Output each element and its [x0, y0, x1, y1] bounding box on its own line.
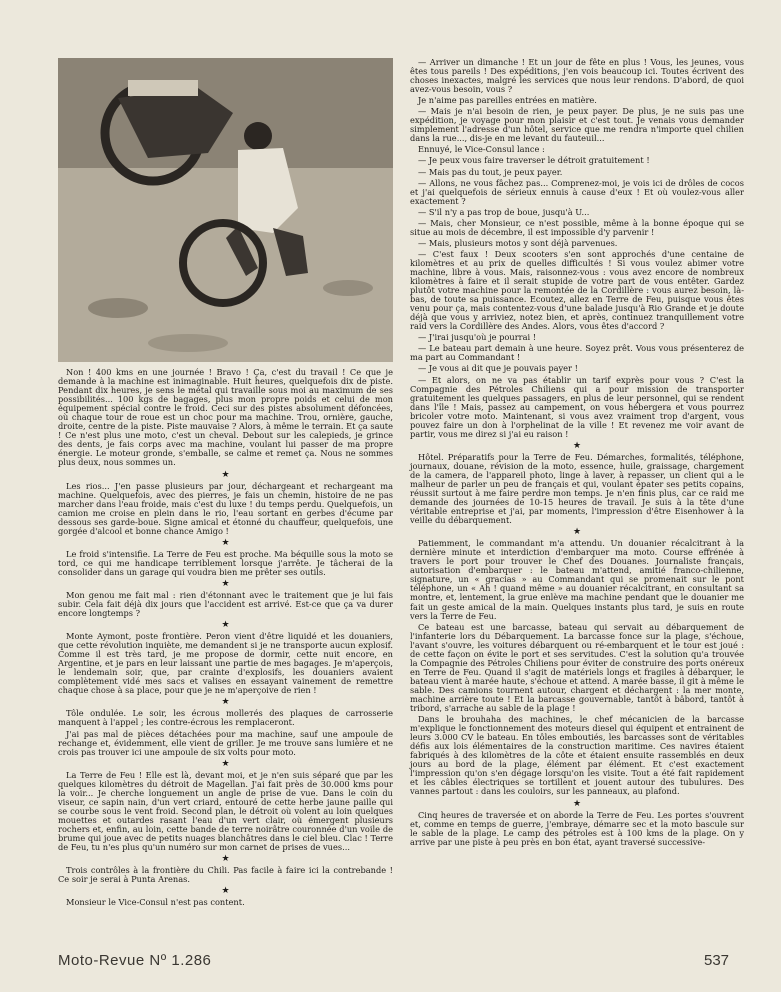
paragraph: — C'est faux ! Deux scooters s'en sont approchés d'une centaine de kilomètres et au prix de quelles difficultés ! Si vous voulez abimer votre machine, libre à vous. Mais, raisonnez-vous : vous avez encore de nombreux kilomètres à faire et il serait stupide de votre part de vous entêter. Gardez plutôt votre machine pour la remontée de la Cordillère : vous aurez besoin, là-bas, de toute sa puissance. Ecoutez, allez en Terre de Feu, puisque vous êtes venu pour ça, mais contentez-vous d'une balade jusqu'à Rio Grande et je doute déjà que vous y arriviez, notez bien, et après, continuez tranquillement votre raid vers la Cordillère des Andes. Alors, vous êtes d'accord ?	[410, 248, 744, 332]
paragraph: — Mais, plusieurs motos y sont déjà parvenues.	[418, 237, 618, 248]
paragraph: — Et alors, on ne va pas établir un tarif exprès pour vous ? C'est la Compagnie des Pétroles Chiliens qui a pour mission de transporter gratuitement les quelques passagers, en plus de leur personnel, qui se rendent dans l'île ! Mais, passez au campement, on vous hébergera et vous pourrez bricoler votre moto. Maintenant, si vous avez vraiment trop d'argent, vous pouvez faire un don à l'orphelinat de la ville ! Et revenez me voir avant de partir, vous me direz si j'ai eu raison !	[410, 374, 744, 439]
paragraph: Trois contrôles à la frontière du Chili. Pas facile à faire ici la contrebande ! Ce soir je serai à Punta Arenas.	[58, 865, 393, 885]
ground-rock	[148, 334, 228, 352]
paragraph: — Arriver un dimanche ! Et un jour de fête en plus ! Vous, les jeunes, vous êtes tous pareils ! Des expéditions, j'en vois beaucoup ici. Toutes écrivent des choses inexactes, malgré les services que nous leur rendons. D'abord, de quoi avez-vous besoin, vous ?	[410, 57, 744, 95]
paragraph: Ennuyé, le Vice-Consul lance :	[418, 144, 545, 155]
section-star-icon: ★	[221, 537, 230, 548]
right-column	[410, 58, 744, 849]
section-star-icon: ★	[572, 798, 582, 809]
section-star-icon: ★	[221, 758, 230, 769]
publication-footer: Moto-Revue Nº 1.286	[58, 952, 212, 969]
paragraph: Les rios... J'en passe plusieurs par jour, déchargeant et rechargeant ma machine. Quelquefois, avec des pierres, je fais un chemin, histoire de ne pas marcher dans l'eau froide, mais c'est du luxe ! du temps perdu. Quelquefois, un camion me croise en plein dans le rio, l'eau sortant en gerbes d'écume par dessous ses garde-boue. Signe amical et étonné du chauffeur, quelquefois, une gorgée d'alcool et bonne chance Amigo !	[58, 480, 393, 536]
paragraph: — Mais, cher Monsieur, ce n'est possible, même à la bonne époque qui se situe au mois de décembre, il est impossible d'y parvenir !	[410, 217, 744, 237]
paragraph: — Je vous ai dit que je pouvais payer !	[418, 363, 578, 374]
paragraph: — S'il n'y a pas trop de boue, jusqu'à U...	[418, 206, 590, 217]
rider-head	[244, 122, 272, 150]
paragraph: — Mais je n'ai besoin de rien, je peux payer. De plus, je ne suis pas une expédition, je voyage pour mon plaisir et c'est tout. Je venais vous demander simplement l'adresse d'un hôtel, service que me rendra n'importe quel chilien dans la rue..., dis-je en me levant du fauteuil...	[410, 106, 744, 144]
photo-ground	[58, 168, 393, 362]
ground-rock	[323, 280, 373, 296]
paragraph: Tôle ondulée. Le soir, les écrous mollетés des plaques de carrosserie manquent à l'appel ; les contre-écrous les remplaceront.	[58, 708, 393, 728]
paragraph: Monsieur le Vice-Consul n'est pas content.	[66, 897, 245, 908]
paragraph: Cinq heures de traversée et on aborde la Terre de Feu. Les portes s'ouvrent et, comme en temps de guerre, j'embraye, démarre sec et la moto bascule sur le sable de la plage. Le camp des pétroles est à 100 kms de la plage. On y arrive par une piste à peu près en bon état, ayant traversé successive-	[410, 809, 744, 847]
ground-rock	[88, 298, 148, 318]
section-star-icon: ★	[221, 854, 230, 865]
section-star-icon: ★	[572, 527, 582, 538]
paragraph: Patiemment, le commandant m'a attendu. Un douanier récalcitrant à la dernière minute et interdiction d'embarquer ma moto. Course effrénée à travers le port pour trouver le Chef des Douanes. Journaliste français, autorisation d'embarquer : le bateau m'attend, amitié franco-chilienne, signature, un « gracias » au Commandant qui se promenait sur le pont téléphone, un « Ah ! quand même » au douanier récalcitrant, en consultant sa montre, et, lentement, la grue enlève ma machine pendant que le douanier me fait un geste amical de la main. Quelques instants plus tard, je suis en route vers la Terre de Feu.	[410, 538, 744, 621]
luggage-rack	[128, 80, 198, 96]
paragraph: Ce bateau est une barcasse, bateau qui servait au débarquement de l'infanterie lors du Débarquement. La barcasse fonce sur la plage, s'échoue, l'avant s'ouvre, les voitures débarquent ou ré-embarquent et le tour est joué : de cette façon on évite le port et ses servitudes. C'est la solution qu'a trouvée la Compagnie des Pétroles Chiliens pour éviter de construire des ports onéreux en Terre de Feu. Quand il s'agit de matériels longs et fragiles à débarquer, le bateau vient à marée haute, s'échoue et attend. A marée basse, il git à même le sable. Des camions tournent autour, chargent et déchargent : la mer monte, machine arrière toute ! Et la barcasse gouvernable, tantôt à bâbord, tantôt à tribord, s'arrache au sable de la plage !	[410, 621, 744, 714]
photo-illustration	[58, 58, 393, 362]
motorcycle-rider-photo	[58, 58, 393, 362]
paragraph: Monte Aymont, poste frontière. Peron vient d'être liquidé et les douaniers, que cette révolution inquiète, me demandent si je ne transporte aucun explosif. Comme il est très tard, je me propose de dormir, cette nuit encore, en Argentine, et je pars en leur laissant une partie de mes bagages. Je m'aperçois, le lendemain soir, que, par crainte d'explosifs, les douaniers avaient complètement vidé mes sacs et valises en essayant vainement de remettre chaque chose à sa place, pour que je ne m'aperçoive de rien !	[58, 631, 393, 696]
paragraph: Non ! 400 kms en une journée ! Bravo ! Ça, c'est du travail ! Ce que je demande à la machine est inimaginable. Huit heures, quelquefois dix de piste. Pendant dix heures, je sens le métal qui travaille sous moi au maximum de ses possibilités... 100 kgs de bagages, plus mon propre poids et celui de mon équipement spécial contre le froid. Ceci sur des pistes absolument défoncées, où chaque tour de roue est un choc pour ma machine. Trou, ornière, gauche, droite, centre de la piste. Piste mauvaise ? Alors, à même le terrain. Et ça saute ! Ce n'est plus une moto, c'est un cheval. Debout sur les calepieds, je grince des dents, je fais corps avec ma machine, voulant lui passer de ma propre énergie. Le moteur gronde, s'emballe, se calme et remet ça. Nous ne sommes plus deux, nous sommes un.	[58, 367, 393, 468]
page-number: 537	[704, 952, 730, 969]
paragraph: Mon genou me fait mal : rien d'étonnant avec le traitement que je lui fais subir. Cela fait déjà dix jours que l'accident est arrivé. Est-ce que ça va durer encore longtemps ?	[58, 589, 393, 619]
paragraph: — Je peux vous faire traverser le détroit gratuitement !	[418, 155, 650, 166]
section-star-icon: ★	[221, 578, 230, 589]
paragraph: — Mais pas du tout, je peux payer.	[418, 166, 563, 177]
paragraph: — Le bateau part demain à une heure. Soyez prêt. Vous vous présenterez de ma part au Commandant !	[410, 343, 744, 363]
paragraph: Le froid s'intensifie. La Terre de Feu est proche. Ma béquille sous la moto se tord, ce qui me handicape terriblement lorsque j'arrête. Je tâcherai de la consolider dans un garage qui voudra bien me prêter ses outils.	[58, 548, 393, 577]
section-star-icon: ★	[221, 469, 230, 480]
section-star-icon: ★	[572, 440, 582, 451]
section-star-icon: ★	[221, 697, 230, 708]
paragraph: Dans le brouhaha des machines, le chef mécanicien de la barcasse m'explique le fonctionnement des moteurs diesel qui équipent et entrainent de leurs 3.000 CV le bateau. En tôles emboutiés, les barcasses sont de véritables défis aux lois élémentaires de la construction maritime. Ces navires étaient fabriqués à des kilomètres de la côte et étaient ensuite rassemblés en deux jours au bord de la plage, élément par élément. Et c'est exactement l'impression qu'on s'en dégage lorsqu'on les visite. Tout a été fait rapidement et les câbles électriques se tortillent et jouent autour des tubulures. Des vannes partout : dans les couloirs, sur les panneaux, au plafond.	[410, 714, 744, 797]
paragraph: Hôtel. Préparatifs pour la Terre de Feu. Démarches, formalités, téléphone, journaux, douane, révision de la moto, essence, huile, graissage, chargement de la camera, de l'appareil photo, linge à laver, à repasser, un client qui a le malheur de parler un peu de français et qui, voulant épater ses petits copains, réussit surtout à me faire perdre mon temps. Je n'en finis plus, car ce raid me demande des journées de 10-15 heures de travail. Je suis à la tête d'une véritable entreprise et j'ai, par moments, l'impression d'être Eisenhower à la veille du débarquement.	[410, 451, 744, 526]
paragraph: — Allons, ne vous fâchez pas... Comprenez-moi, je vois ici de drôles de cocos et j'ai quelquefois de sérieux ennuis à cause d'eux ! Et où voulez-vous aller exactement ?	[410, 177, 744, 206]
paragraph: — J'irai jusqu'où je pourrai !	[418, 332, 537, 343]
section-star-icon: ★	[221, 620, 230, 631]
paragraph: J'ai pas mal de pièces détachées pour ma machine, sauf une ampoule de rechange et, évidemment, elle vient de griller. Je me trouve sans lumière et ne crois pas trouver ici une ampoule de six volts pour moto.	[58, 728, 393, 757]
paragraph: Je n'aime pas pareilles entrées en matière.	[418, 95, 597, 106]
section-star-icon: ★	[221, 886, 230, 897]
paragraph: La Terre de Feu ! Elle est là, devant moi, et je n'en suis séparé que par les quelques kilomètres du détroit de Magellan. J'ai fait près de 30.000 kms pour la voir... Je cherche longuement un angle de prise de vue. Dans le coin du viseur, ce sapin nain, d'un vert criard, entouré de cette herbe jaune paille qui se courbe sous le vent froid. Second plan, le détroit où volent au loin quelques mouettes et outardes rasant l'eau d'un vert clair, où émergent plusieurs rochers et, enfin, au loin, cette bande de terre noirâtre couronnée d'un voile de brume qui joue avec de petits nuages blanchâtres dans le ciel bleu. Clac ! Terre de Feu, tu n'es plus qu'un numéro sur mon carnet de prises de vues...	[58, 769, 393, 853]
left-column	[58, 58, 393, 909]
